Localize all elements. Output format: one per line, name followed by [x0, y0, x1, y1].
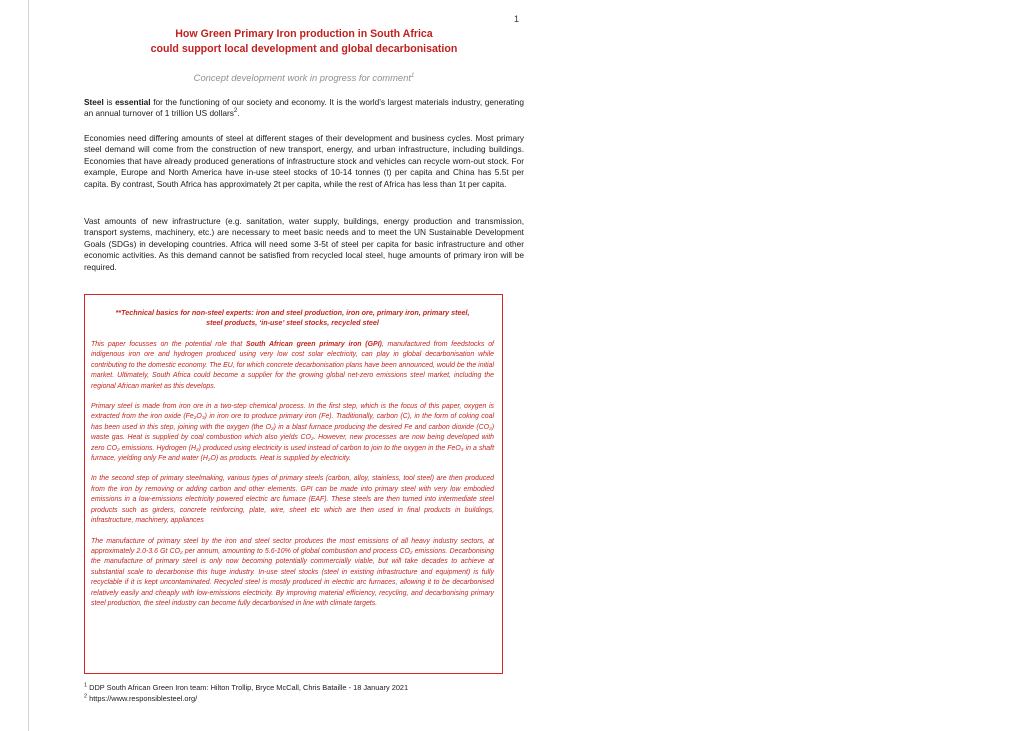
footnote-1-mark: 1	[84, 682, 88, 689]
footnote-1	[84, 682, 408, 693]
footnotes	[84, 682, 408, 704]
steel-demand-paragraph: Economies need differing amounts of steel at different stages of their development and business cycles. Most primary steel demand will come from the construction of new transport, energy, and urban infrastructure, including buildings. Economies that have already produced generations of infrastructure stock and vehicles can recycle worn-out stock. For example, Europe and North America have in-use steel stocks of 10-14 tonnes (t) per capita and China has 5.5t per capita. By contrast, South Africa has approximately 2t per capita, while the rest of Africa has less than 1t per capita.	[84, 133, 524, 189]
page-left-edge	[28, 0, 29, 731]
intro-connector: is	[103, 97, 116, 107]
document-page	[84, 0, 524, 731]
steel-bold: Steel	[84, 97, 104, 107]
title-line-1: How Green Primary Iron production in South Africa	[175, 28, 433, 40]
footnote-1-text: DDP South African Green Iron team: Hilton Trollip, Bryce McCall, Chris Bataille - 18 January 2021	[87, 683, 409, 692]
document-subtitle	[84, 72, 524, 83]
subtitle-footnote-ref: 1	[410, 72, 415, 79]
infrastructure-paragraph: Vast amounts of new infrastructure (e.g. sanitation, water supply, buildings, energy production and transmission, transport systems, machinery, etc.) are necessary to meet basic needs and to meet the UN Sustainable Development Goals (SDGs) in developing countries. Africa will need some 3-5t of steel per capita for basic infrastructure and other economic activities. As this demand cannot be satisfied from recycled local steel, huge amounts of primary iron will be required.	[84, 216, 524, 272]
technical-paragraph-gpi	[91, 340, 494, 392]
technical-paragraph-emissions: The manufacture of primary steel by the iron and steel sector produces the most emissions of all heavy industry sectors, at approximately 2.0-3.6 Gt CO₂ per annum, amounting to 5.6-10% of global combustion and process CO₂ emissions. Decarbonising the manufacture of primary steel is only now becoming potentially commercially viable, but will take decades to achieve at substantial scale to decarbonise this huge industry. In-use steel stocks (steel in existing infrastructure and equipment) is fully recyclable if it is kept uncontaminated. Recycled steel is mostly produced in electric arc furnaces, allowing it to be decarbonised relatively easily and cheaply with low-emissions electricity. By improving material efficiency, recycling, and decarbonising primary steel production, the steel industry can become fully decarbonised in line with climate targets.	[91, 537, 494, 607]
technical-paragraph-second-step: In the second step of primary steelmaking, various types of primary steels (carbon, alloy, stainless, tool steel) are then produced from the iron by removing or adding carbon and other elements. GPI can be made into primary steel with very low embodied emissions in a low-emissions electricity powered electric arc furnace (EAF). These steels are then turned into intermediate steel products such as girders, concrete reinforcing, plate, wire, sheet etc which are then used in final products in buildings, infrastructure, machinery, appliances	[91, 475, 494, 525]
intro-end: .	[237, 108, 240, 119]
gpi-end: , manufactured from feedstocks of indigenous iron ore and hydrogen produced using very low cost solar electricity, can play in global decarbonisation while contributing to the domestic economy. The EU, for which concrete decarbonisation plans have been announced, would be the initial market. Ultimately, South Africa could become a supplier for the growing global net-zero emissions steel market, including the regional African market as this develops.	[91, 341, 494, 390]
gpi-start: This paper focusses on the potential role that	[91, 341, 246, 348]
technical-heading-line-1: **Technical basics for non-steel experts: iron and steel production, iron ore, primary iron, primary steel,	[115, 308, 470, 317]
title-line-2: could support local development and global decarbonisation	[150, 42, 458, 55]
intro-footnote-ref: 2	[233, 108, 238, 115]
technical-heading-line-2: steel products, ‘in-use’ steel stocks, recycled steel	[206, 318, 379, 327]
footnote-2	[84, 693, 408, 704]
technical-paragraph-two-step: Primary steel is made from iron ore in a two-step chemical process. In the first step, which is the focus of this paper, oxygen is extracted from the iron oxide (Fe₂O₃) in iron ore to produce primary iron (Fe). Traditionally, carbon (C), in the form of coking coal has been used in this step, joining with the oxygen (the O₂) in a blast furnace producing the desired Fe and carbon dioxide (CO₂) waste gas. Heat is supplied by coal combustion which also yields CO₂. However, new processes are now being developed with zero CO₂ emissions. Hydrogen (H₂) produced using electricity is used instead of carbon to join to the oxygen in the FeO₃ in a shaft furnace, yielding only Fe and water (H₂O) as products. Heat is supplied by electricity.	[91, 403, 494, 463]
gpi-bold: South African green primary iron (GPI)	[245, 341, 382, 348]
footnote-2-link[interactable]: https://www.responsiblesteel.org/	[87, 694, 198, 703]
subtitle-text: Concept development work in progress for comment	[193, 72, 411, 83]
essential-bold: essential	[115, 97, 151, 107]
intro-paragraph	[84, 97, 524, 120]
intro-rest: for the functioning of our society and economy. It is the world’s largest materials industry, generating an annual turnover of 1 trillion US dollars	[84, 97, 524, 119]
technical-box-heading	[91, 308, 494, 328]
footnote-2-mark: 2	[84, 693, 88, 700]
technical-basics-box	[84, 294, 503, 674]
document-title	[84, 27, 524, 56]
page-number: 1	[514, 14, 520, 24]
